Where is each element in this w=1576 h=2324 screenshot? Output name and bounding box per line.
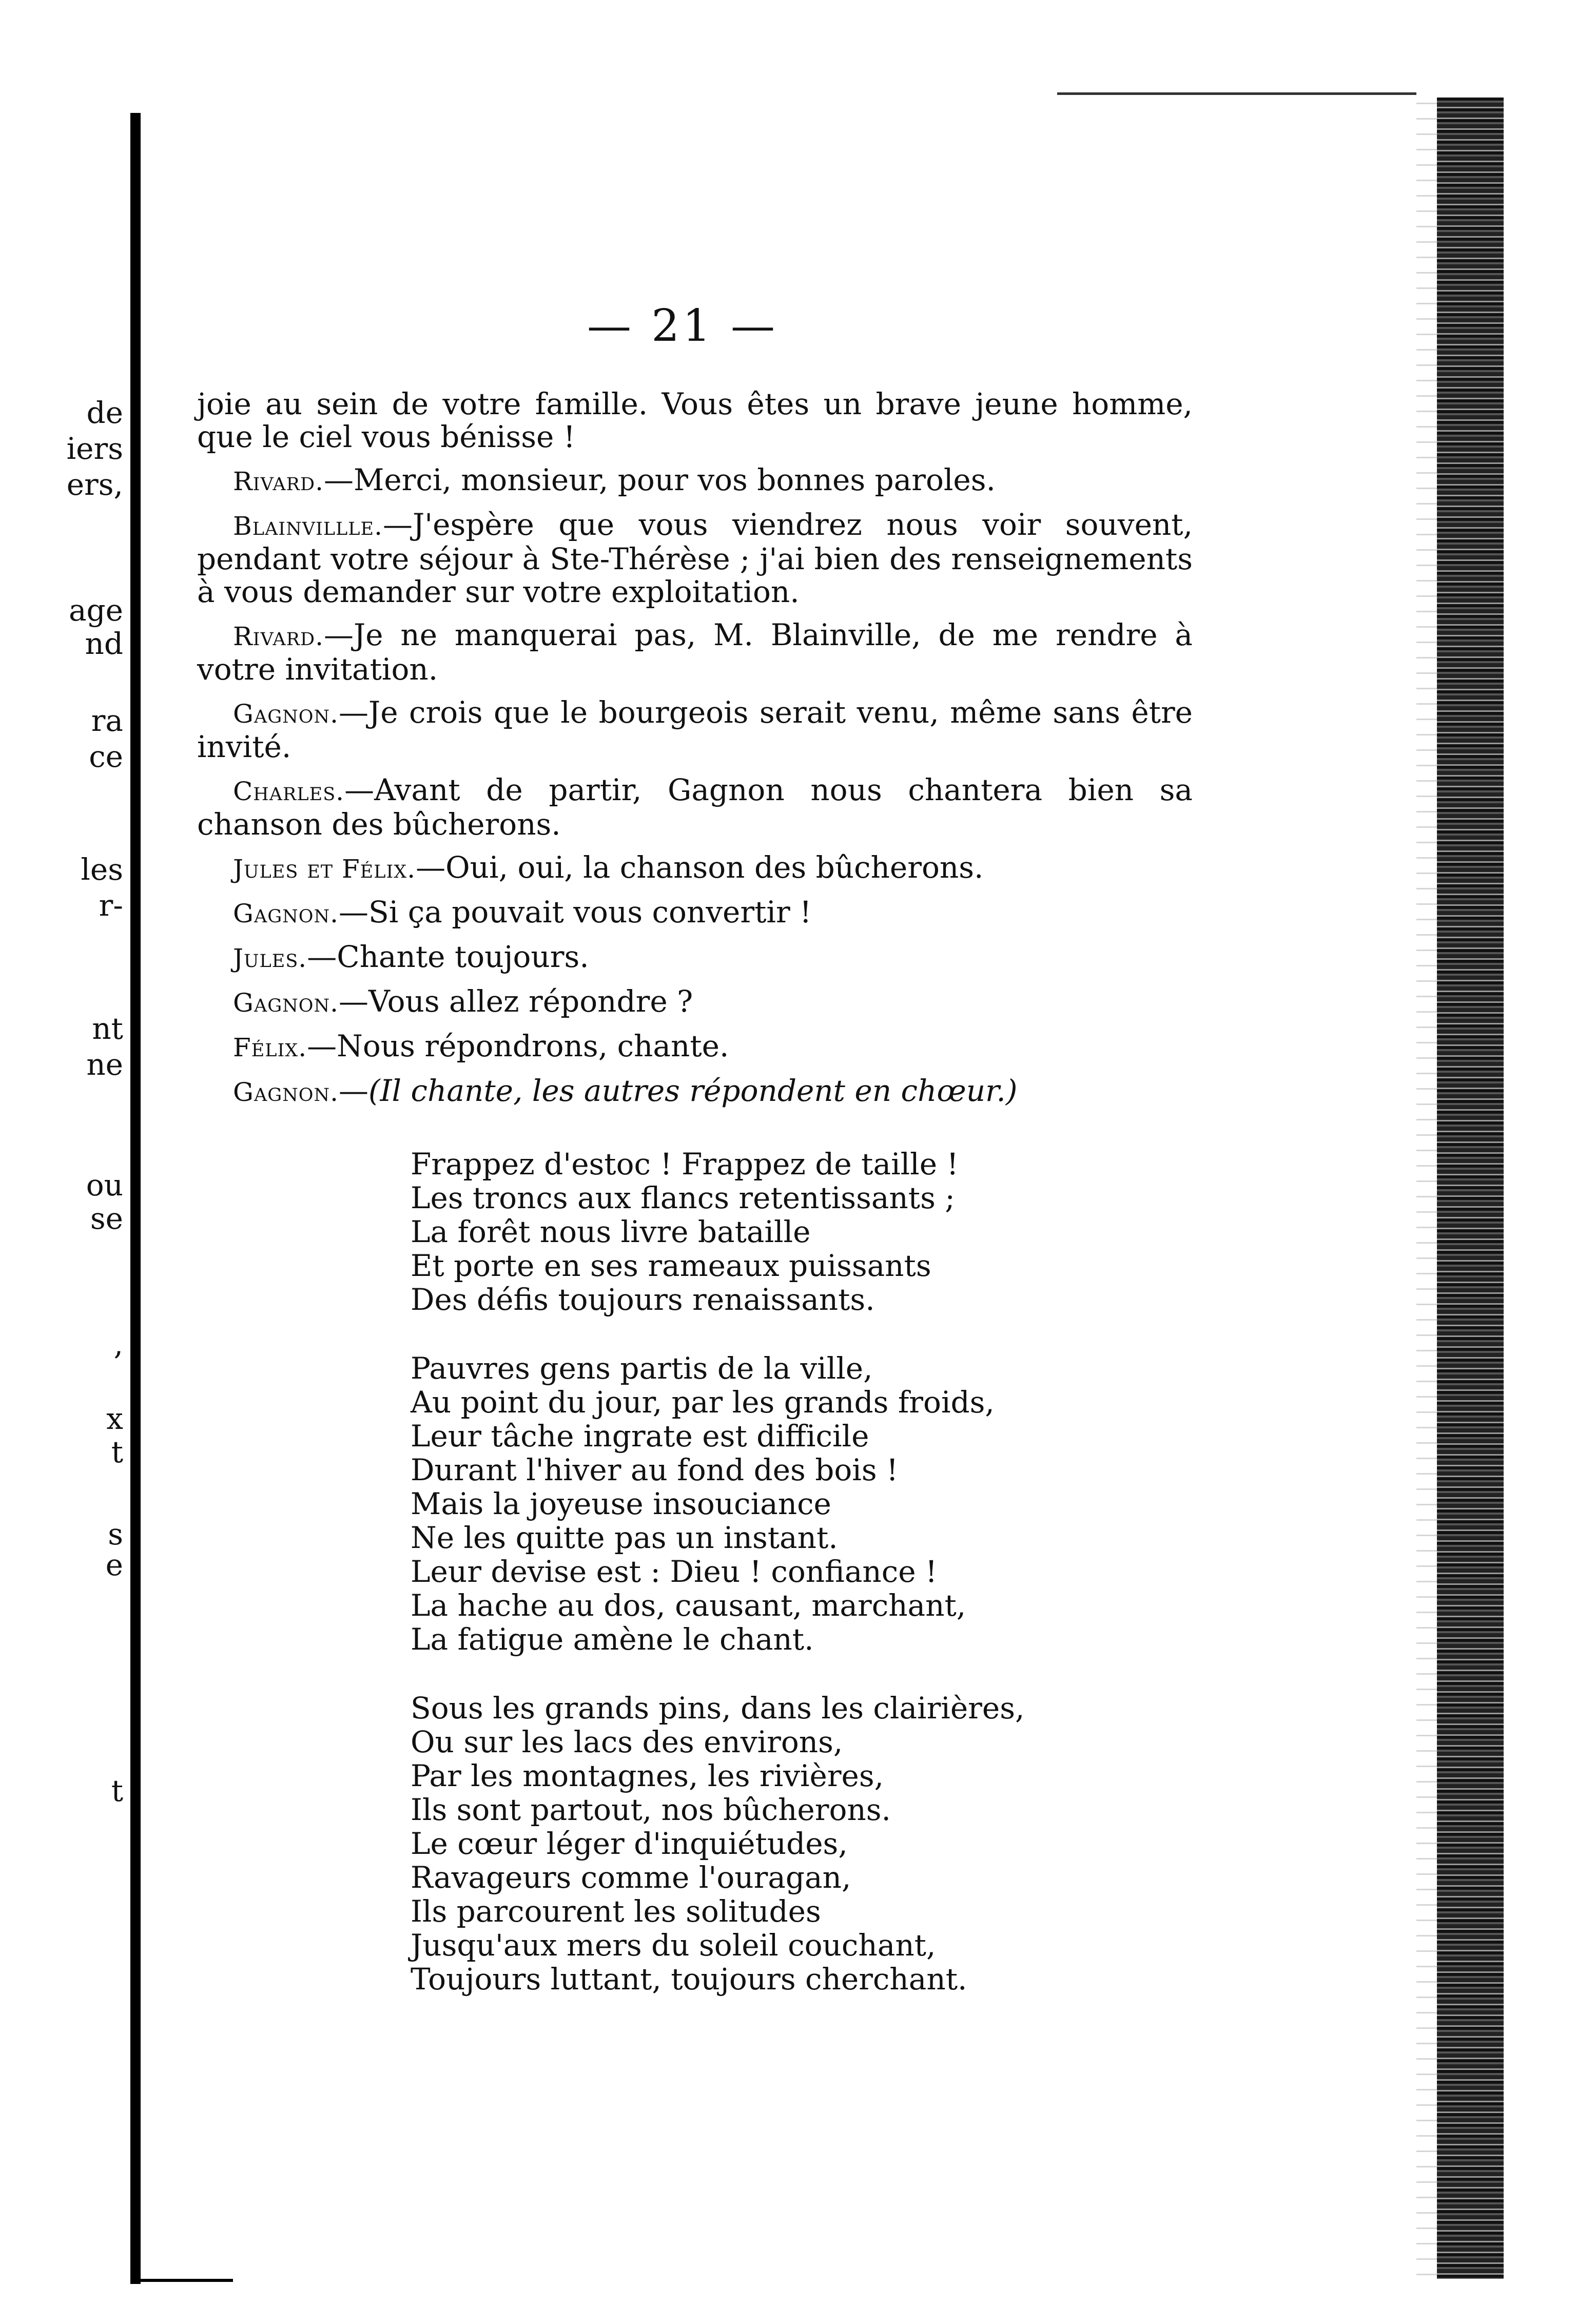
scan-edge-shadow	[1416, 103, 1437, 2279]
speech-felix	[197, 1030, 1193, 1064]
verse-line: Le cœur léger d'inquiétudes,	[411, 1826, 848, 1861]
speech-gagnon	[197, 696, 1193, 763]
verse-line: Durant l'hiver au fond des bois !	[411, 1452, 899, 1487]
speaker-name: Gagnon.	[233, 699, 339, 729]
speaker-name: Félix.	[233, 1033, 307, 1062]
speaker-name: Gagnon.	[233, 988, 339, 1018]
margin-fragment: nd	[85, 626, 123, 661]
speech-gagnon	[197, 985, 1193, 1019]
speech-rivard	[197, 463, 1193, 498]
speech-jules-felix	[197, 851, 1193, 885]
verse-line: La forêt nous livre bataille	[411, 1214, 811, 1249]
binding-rule	[130, 113, 141, 2284]
margin-fragment: iers	[66, 431, 123, 466]
margin-fragment: ou	[86, 1168, 123, 1203]
verse-line: Jusqu'aux mers du soleil couchant,	[411, 1928, 936, 1963]
verse-line: Toujours luttant, toujours cherchant.	[411, 1962, 967, 1997]
speech-text: —Oui, oui, la chanson des bûcherons.	[416, 850, 984, 885]
verse-line: Leur tâche ingrate est difficile	[411, 1419, 869, 1454]
speech-jules	[197, 940, 1193, 975]
verse-line: Ils sont partout, nos bûcherons.	[411, 1792, 891, 1827]
verse-line: La fatigue amène le chant.	[411, 1622, 814, 1657]
speech-text: —Avant de partir, Gagnon nous chantera bien sa chanson des bûcherons.	[197, 772, 1193, 842]
margin-fragment: t	[111, 1773, 123, 1808]
margin-fragment: ra	[91, 703, 123, 738]
margin-fragment: s	[108, 1517, 123, 1552]
margin-fragment: ers,	[66, 467, 123, 502]
margin-fragment: ,	[113, 1327, 123, 1362]
verse-line: Frappez d'estoc ! Frappez de taille !	[411, 1147, 959, 1182]
paragraph-text: joie au sein de votre famille. Vous êtes un brave jeune homme, que le ciel vous bénisse !	[197, 386, 1193, 454]
verse-line: Ou sur les lacs des environs,	[411, 1725, 843, 1759]
speaker-name: Blainvillle.	[233, 511, 383, 541]
speech-blainville	[197, 508, 1193, 608]
speaker-name: Rivard.	[233, 622, 324, 651]
stanza-1	[411, 1147, 1129, 1316]
speech-text: —Je crois que le bourgeois serait venu, même sans être invité.	[197, 695, 1193, 764]
verse-line: Par les montagnes, les rivières,	[411, 1758, 884, 1793]
stage-direction: (Il chante, les autres répondent en chœur.)	[368, 1073, 1018, 1108]
verse-line: Des défis toujours renaissants.	[411, 1282, 875, 1317]
speech-text: —Je ne manquerai pas, M. Blainville, de me rendre à votre invitation.	[197, 617, 1193, 687]
stanza-3	[411, 1691, 1129, 1996]
verse-line: Sous les grands pins, dans les clairières,	[411, 1691, 1025, 1726]
speech-rivard	[197, 618, 1193, 686]
speech-text: —Si ça pouvait vous convertir !	[339, 895, 812, 929]
margin-fragment: age	[68, 593, 123, 628]
speaker-name: Rivard.	[233, 467, 324, 496]
speech-text: —J'espère que vous viendrez nous voir souvent, pendant votre séjour à Ste-Thérèse ; j'ai bien des renseignements à vous demander sur votre exploitation.	[197, 507, 1193, 609]
margin-fragment: se	[90, 1201, 123, 1236]
margin-fragment: x	[106, 1401, 123, 1436]
speech-text: —Vous allez répondre ?	[339, 984, 693, 1019]
verse-line: Pauvres gens partis de la ville,	[411, 1351, 873, 1386]
speech-text: —Merci, monsieur, pour vos bonnes paroles.	[323, 462, 996, 497]
binding-foot	[130, 2279, 233, 2282]
margin-fragment: les	[81, 852, 123, 887]
speaker-name: Jules et Félix.	[233, 854, 416, 884]
verse-line: Au point du jour, par les grands froids,	[411, 1385, 995, 1420]
page-number: — 21 —	[587, 300, 779, 352]
speech-text: —	[339, 1073, 369, 1108]
verse-line: Ne les quitte pas un instant.	[411, 1520, 838, 1555]
paragraph	[197, 388, 1193, 453]
speaker-name: Gagnon.	[233, 1077, 339, 1107]
speaker-name: Gagnon.	[233, 899, 339, 928]
song-lyrics	[411, 1147, 1129, 2031]
margin-fragment: e	[105, 1547, 123, 1582]
margin-fragment: ce	[89, 739, 123, 774]
scan-top-rule	[1057, 92, 1416, 95]
scan-edge	[1437, 98, 1504, 2279]
margin-fragment: nt	[92, 1011, 123, 1046]
verse-line: Ravageurs comme l'ouragan,	[411, 1860, 851, 1895]
stanza-2	[411, 1351, 1129, 1656]
verse-line: Leur devise est : Dieu ! confiance !	[411, 1554, 938, 1589]
margin-fragment: t	[111, 1435, 123, 1469]
margin-fragment: ne	[86, 1047, 123, 1082]
speaker-name: Charles.	[233, 777, 345, 806]
dialogue-text	[197, 388, 1193, 1119]
speaker-name: Jules.	[233, 943, 307, 973]
verse-line: Et porte en ses rameaux puissants	[411, 1248, 931, 1283]
margin-fragment: de	[86, 395, 123, 430]
speech-text: —Chante toujours.	[307, 939, 589, 974]
speech-text: —Nous répondrons, chante.	[307, 1029, 729, 1063]
speech-gagnon	[197, 896, 1193, 930]
speech-gagnon	[197, 1074, 1193, 1109]
verse-line: Les troncs aux flancs retentissants ;	[411, 1180, 955, 1215]
speech-charles	[197, 773, 1193, 841]
verse-line: Mais la joyeuse insouciance	[411, 1486, 831, 1521]
verse-line: La hache au dos, causant, marchant,	[411, 1588, 966, 1623]
margin-fragment: r-	[99, 888, 123, 923]
verse-line: Ils parcourent les solitudes	[411, 1894, 821, 1929]
